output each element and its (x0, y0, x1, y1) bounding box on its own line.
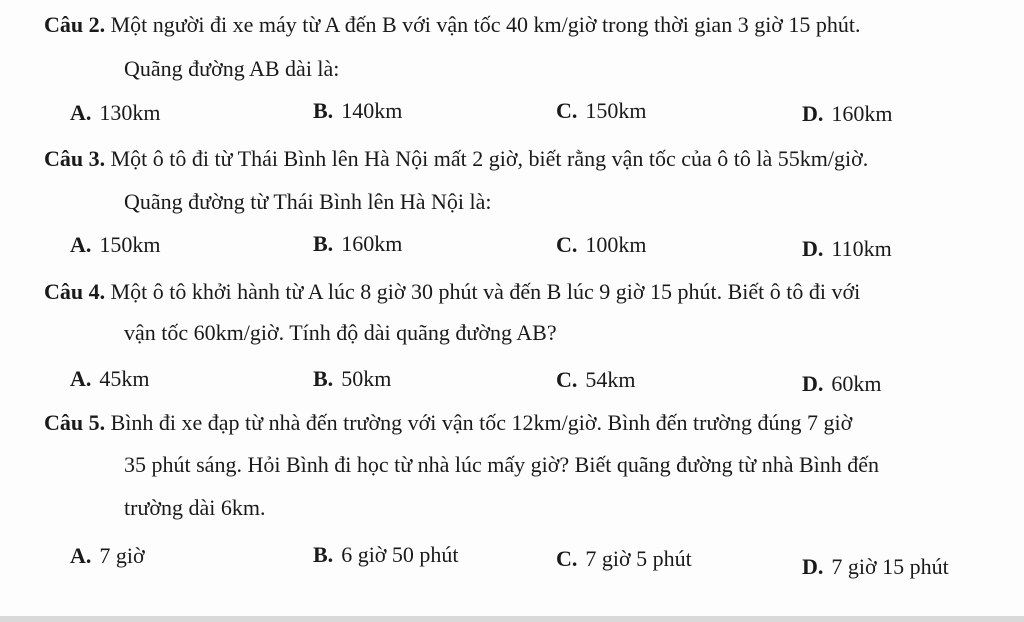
question-4-line-1: Câu 4. Một ô tô khởi hành từ A lúc 8 giờ 30 phút và đến B lúc 9 giờ 15 phút. Biết ô tô đi với (44, 279, 861, 304)
question-4-label: Câu 4. (44, 279, 106, 304)
question-4-option-c[interactable]: C. 54km (556, 367, 636, 392)
question-4-line-2: vận tốc 60km/giờ. Tính độ dài quãng đường AB? (124, 320, 557, 345)
question-2-label: Câu 2. (44, 12, 106, 37)
question-2-option-d[interactable]: D. 160km (802, 101, 893, 126)
page-bottom-edge (0, 616, 1024, 622)
question-2-line-2: Quãng đường AB dài là: (124, 56, 340, 81)
question-4-option-d[interactable]: D. 60km (802, 371, 882, 396)
question-5-option-c[interactable]: C. 7 giờ 5 phút (556, 546, 692, 571)
question-4-option-a[interactable]: A. 45km (70, 366, 150, 391)
question-5-option-a[interactable]: A. 7 giờ (70, 543, 145, 568)
question-5-line-1: Câu 5. Bình đi xe đạp từ nhà đến trường với vận tốc 12km/giờ. Bình đến trường đúng 7 giờ (44, 410, 853, 435)
question-5-label: Câu 5. (44, 410, 106, 435)
question-3-label: Câu 3. (44, 146, 106, 171)
question-3-line-2: Quãng đường từ Thái Bình lên Hà Nội là: (124, 189, 492, 214)
question-3-line-1: Câu 3. Một ô tô đi từ Thái Bình lên Hà Nội mất 2 giờ, biết rằng vận tốc của ô tô là 55km/giờ. (44, 146, 869, 171)
question-2-option-a[interactable]: A. 130km (70, 100, 161, 125)
question-3-option-c[interactable]: C. 100km (556, 232, 647, 257)
question-2-option-b[interactable]: B. 140km (313, 98, 403, 123)
question-3-option-a[interactable]: A. 150km (70, 232, 161, 257)
question-5-option-b[interactable]: B. 6 giờ 50 phút (313, 542, 459, 567)
question-4-option-b[interactable]: B. 50km (313, 366, 392, 391)
question-5-line-2: 35 phút sáng. Hỏi Bình đi học từ nhà lúc mấy giờ? Biết quãng đường từ nhà Bình đến (124, 452, 880, 477)
question-3-option-d[interactable]: D. 110km (802, 236, 892, 261)
question-3-option-b[interactable]: B. 160km (313, 231, 403, 256)
question-2-line-1: Câu 2. Một người đi xe máy từ A đến B với vận tốc 40 km/giờ trong thời gian 3 giờ 15 phút. (44, 12, 861, 37)
question-2-option-c[interactable]: C. 150km (556, 98, 647, 123)
question-5-option-d[interactable]: D. 7 giờ 15 phút (802, 554, 949, 579)
question-5-line-3: trường dài 6km. (124, 495, 266, 520)
